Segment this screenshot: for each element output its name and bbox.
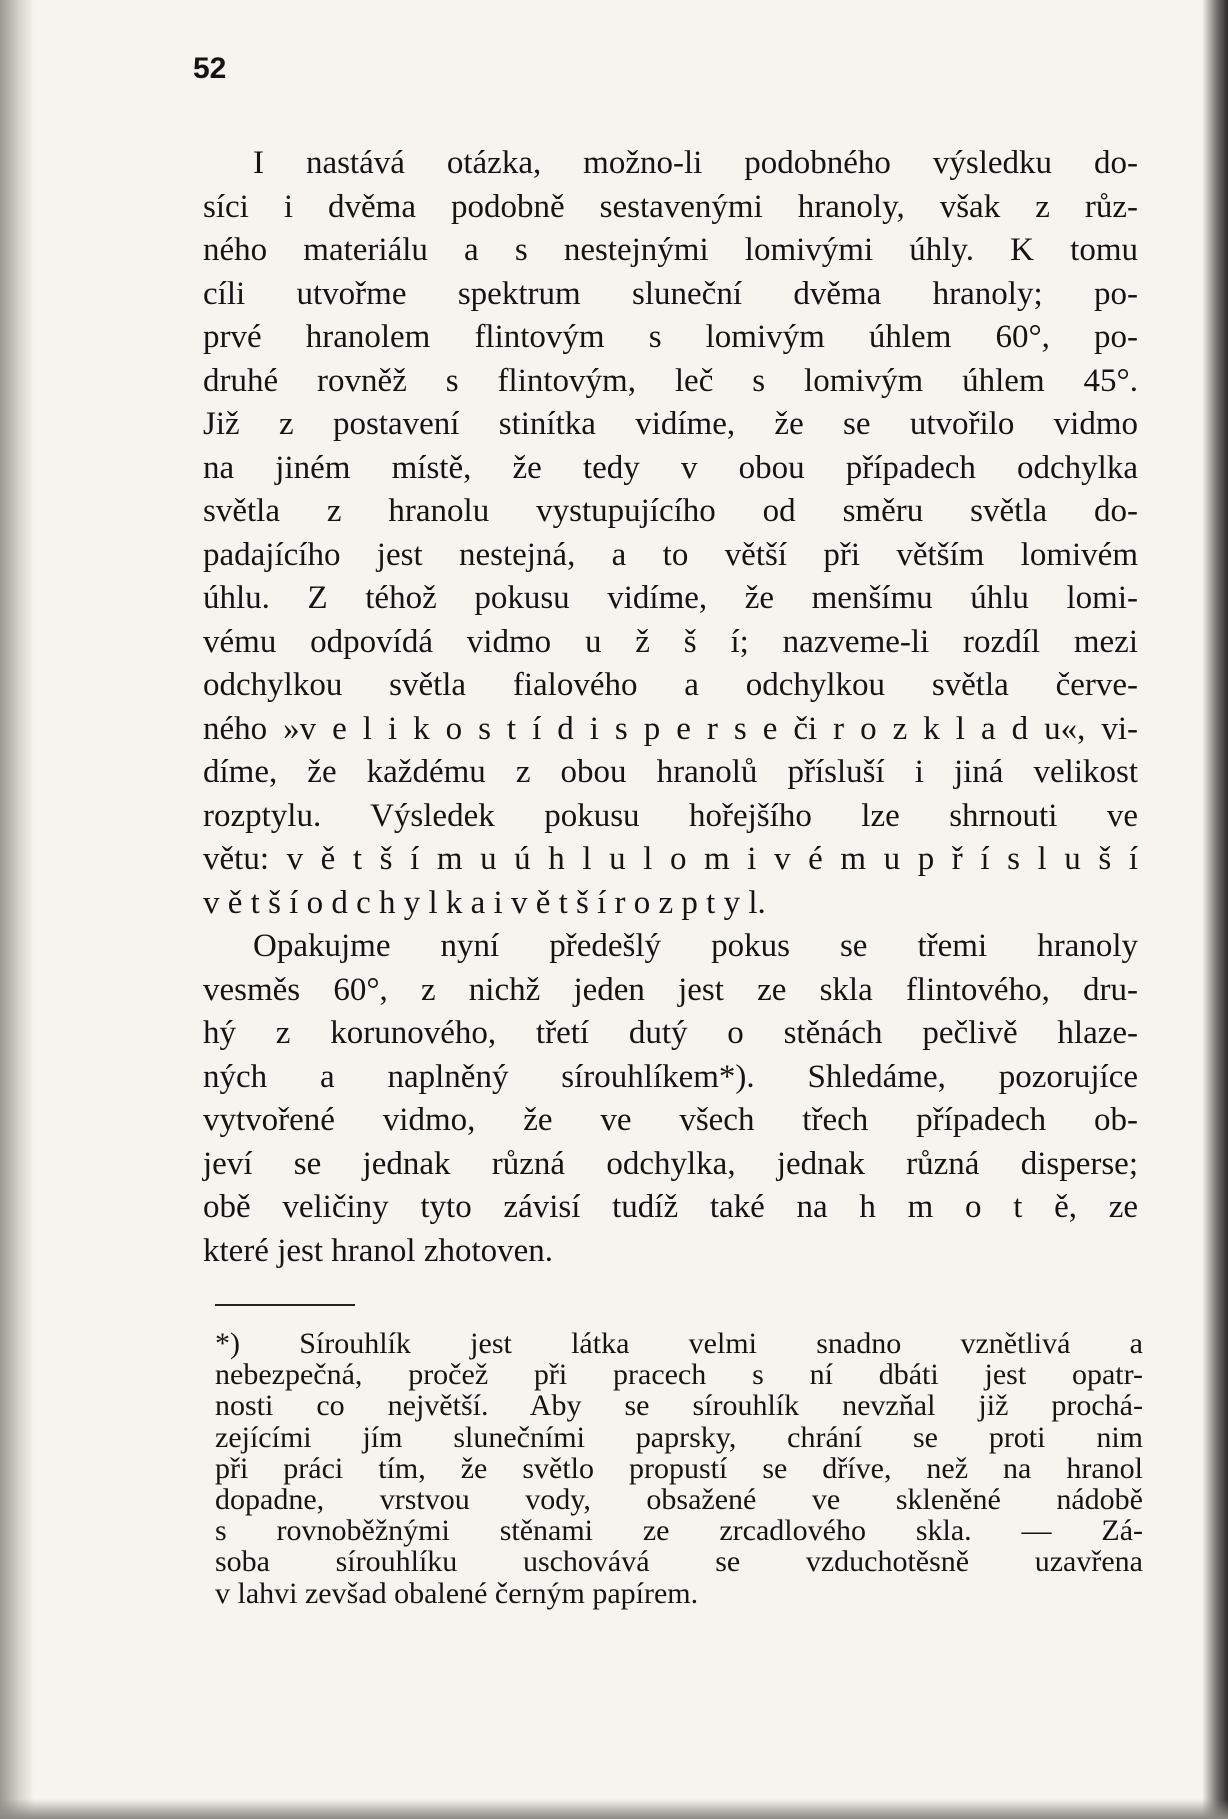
text-line: ného materiálu a s nestejnými lomivými úhly. K tomu [203,232,1138,268]
binding-shadow [0,0,34,1819]
page-edge-shadow [1202,0,1228,1819]
text-line: v ě t š í o d c h y l k a i v ě t š í r o z p t y l. [203,884,766,921]
text-line: síci i dvěma podobně sestavenými hranoly, však z růz- [203,188,1138,225]
text-line: rozptylu. Výsledek pokusu hořejšího lze shrnouti ve [203,797,1138,834]
text-line: Již z postavení stinítka vidíme, že se utvořilo vidmo [203,406,1138,442]
footnote-line: v lahvi zevšad obalené černým papírem. [215,1576,699,1610]
text-line: vytvořené vidmo, že ve všech třech případech ob- [203,1102,1138,1138]
footnote [215,1328,1143,1609]
text-line: cíli utvořme spektrum sluneční dvěma hranoly; po- [203,275,1138,312]
paragraph [203,142,1138,925]
footnote-separator [215,1304,355,1306]
text-line: díme, že každému z obou hranolů přísluší i jiná velikost [203,754,1138,790]
text-line: vesměs 60°, z nichž jeden jest ze skla flintového, dru- [203,971,1138,1008]
page-number: 52 [193,52,227,85]
text-line: světla z hranolu vystupujícího od směru světla do- [203,493,1138,529]
footnote-line: dopadne, vrstvou vody, obsažené ve skleněné nádobě [215,1482,1143,1516]
text-line: větu: v ě t š í m u ú h l u l o m i v é m u p ř í s l u š í [203,841,1138,877]
footnote-line: při práci tím, že světlo propustí se dříve, než na hranol [215,1451,1143,1485]
text-line: odchylkou světla fialového a odchylkou světla červe- [203,667,1138,703]
text-line: druhé rovněž s flintovým, leč s lomivým úhlem 45°. [203,362,1138,399]
text-line: prvé hranolem flintovým s lomivým úhlem 60°, po- [203,319,1138,355]
bottom-edge-shadow [0,1799,1228,1819]
text-line: ného »v e l i k o s t í d i s p e r s e či r o z k l a d u«, vi- [203,710,1138,747]
footnote-line: nosti co největší. Aby se sírouhlík nevzňal již prochá- [215,1389,1143,1423]
footnote-line: *) Sírouhlík jest látka velmi snadno vznětlivá a [215,1327,1143,1360]
text-line: vému odpovídá vidmo u ž š í; nazveme-li rozdíl mezi [203,623,1138,660]
footnote-line: zejícími jím slunečními paprsky, chrání se proti nim [215,1420,1143,1454]
text-line: hý z korunového, třetí dutý o stěnách pečlivě hlaze- [203,1015,1138,1051]
body-text [203,142,1138,1273]
text-line: které jest hranol zhotoven. [203,1232,554,1269]
paragraph [203,925,1138,1273]
text-line: ných a naplněný sírouhlíkem*). Shledáme, pozorujíce [203,1058,1138,1095]
text-line: jeví se jednak různá odchylka, jednak různá disperse; [203,1145,1138,1182]
text-line: Opakujme nyní předešlý pokus se třemi hranoly [253,928,1138,964]
text-line: na jiném místě, že tedy v obou případech odchylka [203,449,1138,486]
footnote-line: soba sírouhlíku uschovává se vzduchotěsně uzavřena [215,1545,1143,1579]
text-line: obě veličiny tyto závisí tudíž také na h m o t ě, ze [203,1189,1138,1225]
text-line: úhlu. Z téhož pokusu vidíme, že menšímu úhlu lomi- [203,580,1138,616]
footnote-line: s rovnoběžnými stěnami ze zrcadlového skla. — Zá- [215,1514,1143,1548]
text-line: I nastává otázka, možno-li podobného výsledku do- [253,145,1138,181]
footnote-line: nebezpečná, pročež při pracech s ní dbáti jest opatr- [215,1358,1143,1392]
text-line: padajícího jest nestejná, a to větší při větším lomivém [203,536,1138,573]
